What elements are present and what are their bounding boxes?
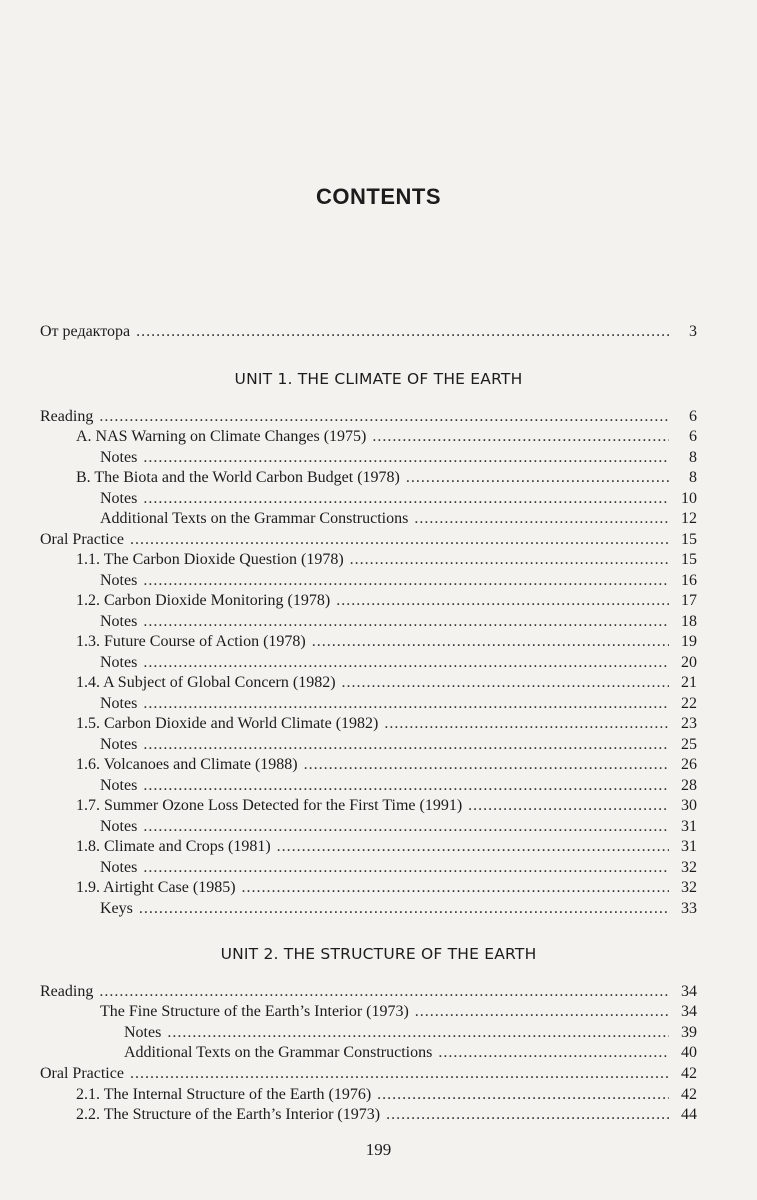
toc-entry (40, 982, 697, 1002)
toc-entry (100, 509, 697, 529)
dot-leader (143, 448, 669, 468)
dot-leader (143, 653, 669, 673)
toc-entry (76, 796, 697, 816)
toc-entry (100, 858, 697, 878)
toc-entry-title: От редактора (40, 323, 131, 340)
toc-entry-page: 17 (681, 592, 697, 609)
dot-leader (136, 322, 669, 342)
toc-entry-title: Notes (100, 695, 138, 712)
toc-entry (76, 468, 697, 488)
toc-entry-page: 39 (681, 1024, 697, 1041)
toc-entry (100, 612, 697, 632)
toc-entry-page: 16 (681, 572, 697, 589)
toc-entry-page: 34 (681, 983, 697, 1000)
toc-entry-page: 34 (681, 1003, 697, 1020)
dot-leader (99, 982, 669, 1002)
toc-entry-title: 1.3. Future Course of Action (1978) (76, 633, 306, 650)
toc-entry (76, 714, 697, 734)
toc-entry (76, 591, 697, 611)
dot-leader (143, 489, 669, 509)
toc-entry (100, 694, 697, 714)
toc-entry-title: Notes (100, 449, 138, 466)
toc-entry (40, 530, 697, 550)
toc-entry-title: B. The Biota and the World Carbon Budget (1978) (76, 469, 400, 486)
toc-entry-title: 1.4. A Subject of Global Concern (1982) (76, 674, 336, 691)
toc-entry (76, 550, 697, 570)
toc-entry-page: 21 (681, 674, 697, 691)
toc-entry-title: 1.7. Summer Ozone Loss Detected for the First Time (1991) (76, 797, 463, 814)
toc-entry-page: 20 (681, 654, 697, 671)
toc-entry-page: 28 (681, 777, 697, 794)
toc-entry-page: 42 (681, 1086, 697, 1103)
dot-leader (336, 591, 669, 611)
dot-leader (143, 817, 669, 837)
dot-leader (414, 509, 669, 529)
toc-entry-title: Notes (100, 572, 138, 589)
toc-entry (76, 878, 697, 898)
toc-entry-title: 1.8. Climate and Crops (1981) (76, 838, 271, 855)
toc-entry-page: 10 (681, 490, 697, 507)
dot-leader (372, 427, 669, 447)
toc-entry-title: Reading (40, 408, 94, 425)
toc-entry (100, 899, 697, 919)
toc-entry-page: 31 (681, 838, 697, 855)
toc-entry (124, 1043, 697, 1063)
toc-entry-title: 2.1. The Internal Structure of the Earth (1976) (76, 1086, 372, 1103)
toc-entry (100, 735, 697, 755)
dot-leader (130, 1064, 669, 1084)
toc-entry-page: 44 (681, 1106, 697, 1123)
toc-entry-page: 30 (681, 797, 697, 814)
toc-entry-title: Notes (100, 654, 138, 671)
toc-entry-page: 42 (681, 1065, 697, 1082)
toc-entry-title: 1.9. Airtight Case (1985) (76, 879, 236, 896)
dot-leader (406, 468, 669, 488)
toc-entry-title: A. NAS Warning on Climate Changes (1975) (76, 428, 367, 445)
toc-entry (76, 632, 697, 652)
toc-entry (100, 489, 697, 509)
toc-entry-title: 2.2. The Structure of the Earth’s Interior (1973) (76, 1106, 381, 1123)
toc-entry-title: 1.1. The Carbon Dioxide Question (1978) (76, 551, 344, 568)
toc-entry (100, 571, 697, 591)
toc-entry (100, 817, 697, 837)
toc-entry-page: 32 (681, 859, 697, 876)
dot-leader (304, 755, 669, 775)
toc-entry-page: 19 (681, 633, 697, 650)
dot-leader (143, 735, 669, 755)
dot-leader (143, 571, 669, 591)
dot-leader (438, 1043, 669, 1063)
toc-entry-title: Additional Texts on the Grammar Constructions (100, 510, 409, 527)
toc-entry (40, 322, 697, 342)
toc-entry-title: Oral Practice (40, 531, 124, 548)
dot-leader (167, 1023, 669, 1043)
dot-leader (143, 694, 669, 714)
toc-entry-page: 6 (689, 428, 697, 445)
dot-leader (130, 530, 669, 550)
dot-leader (384, 714, 669, 734)
dot-leader (277, 837, 669, 857)
toc-entry-page: 23 (681, 715, 697, 732)
toc-entry-page: 40 (681, 1044, 697, 1061)
page-title: CONTENTS (316, 184, 441, 209)
toc-entry-title: Additional Texts on the Grammar Constructions (124, 1044, 433, 1061)
toc-entry-title: 1.5. Carbon Dioxide and World Climate (1982) (76, 715, 379, 732)
dot-leader (143, 776, 669, 796)
toc-entry-page: 22 (681, 695, 697, 712)
dot-leader (99, 407, 669, 427)
toc-entry-title: 1.6. Volcanoes and Climate (1988) (76, 756, 298, 773)
toc-entry (100, 776, 697, 796)
toc-entry-title: Notes (100, 818, 138, 835)
page-number: 199 (365, 1140, 392, 1159)
toc-entry-title: Notes (124, 1024, 162, 1041)
toc-entry-page: 26 (681, 756, 697, 773)
dot-leader (139, 899, 669, 919)
dot-leader (143, 858, 669, 878)
toc-entry (76, 755, 697, 775)
dot-leader (415, 1002, 669, 1022)
unit-2-title: UNIT 2. THE STRUCTURE OF THE EARTH (220, 945, 537, 963)
unit-1-title: UNIT 1. THE CLIMATE OF THE EARTH (234, 370, 523, 388)
toc-entry-title: 1.2. Carbon Dioxide Monitoring (1978) (76, 592, 331, 609)
dot-leader (342, 673, 669, 693)
toc-entry-title: Keys (100, 900, 133, 917)
toc-entry-title: Notes (100, 490, 138, 507)
toc-entry-page: 6 (689, 408, 697, 425)
toc-entry-page: 12 (681, 510, 697, 527)
toc-entry-title: Notes (100, 777, 138, 794)
toc-entry (100, 1002, 697, 1022)
toc-entry (40, 1064, 697, 1084)
dot-leader (386, 1105, 669, 1125)
toc-entry-page: 15 (681, 551, 697, 568)
toc-entry-title: Notes (100, 859, 138, 876)
toc-entry (76, 1085, 697, 1105)
dot-leader (377, 1085, 669, 1105)
dot-leader (242, 878, 669, 898)
toc-entry (40, 407, 697, 427)
toc-entry (76, 1105, 697, 1125)
toc-entry-page: 15 (681, 531, 697, 548)
toc-entry (76, 837, 697, 857)
toc-entry (76, 427, 697, 447)
toc-entry-title: Reading (40, 983, 94, 1000)
toc-entry (124, 1023, 697, 1043)
toc-entry-title: Oral Practice (40, 1065, 124, 1082)
toc-entry-title: Notes (100, 736, 138, 753)
toc-entry-page: 8 (689, 449, 697, 466)
toc-entry-title: The Fine Structure of the Earth’s Interior (1973) (100, 1003, 409, 1020)
toc-entry-page: 31 (681, 818, 697, 835)
toc-entry-page: 18 (681, 613, 697, 630)
toc-entry (76, 673, 697, 693)
toc-entry-page: 32 (681, 879, 697, 896)
dot-leader (143, 612, 669, 632)
dot-leader (350, 550, 669, 570)
toc-entry (100, 653, 697, 673)
toc-entry-page: 33 (681, 900, 697, 917)
toc-entry-page: 8 (689, 469, 697, 486)
toc-entry-title: Notes (100, 613, 138, 630)
dot-leader (468, 796, 669, 816)
toc-entry-page: 3 (689, 323, 697, 340)
toc-entry-page: 25 (681, 736, 697, 753)
toc-entry (100, 448, 697, 468)
dot-leader (312, 632, 669, 652)
